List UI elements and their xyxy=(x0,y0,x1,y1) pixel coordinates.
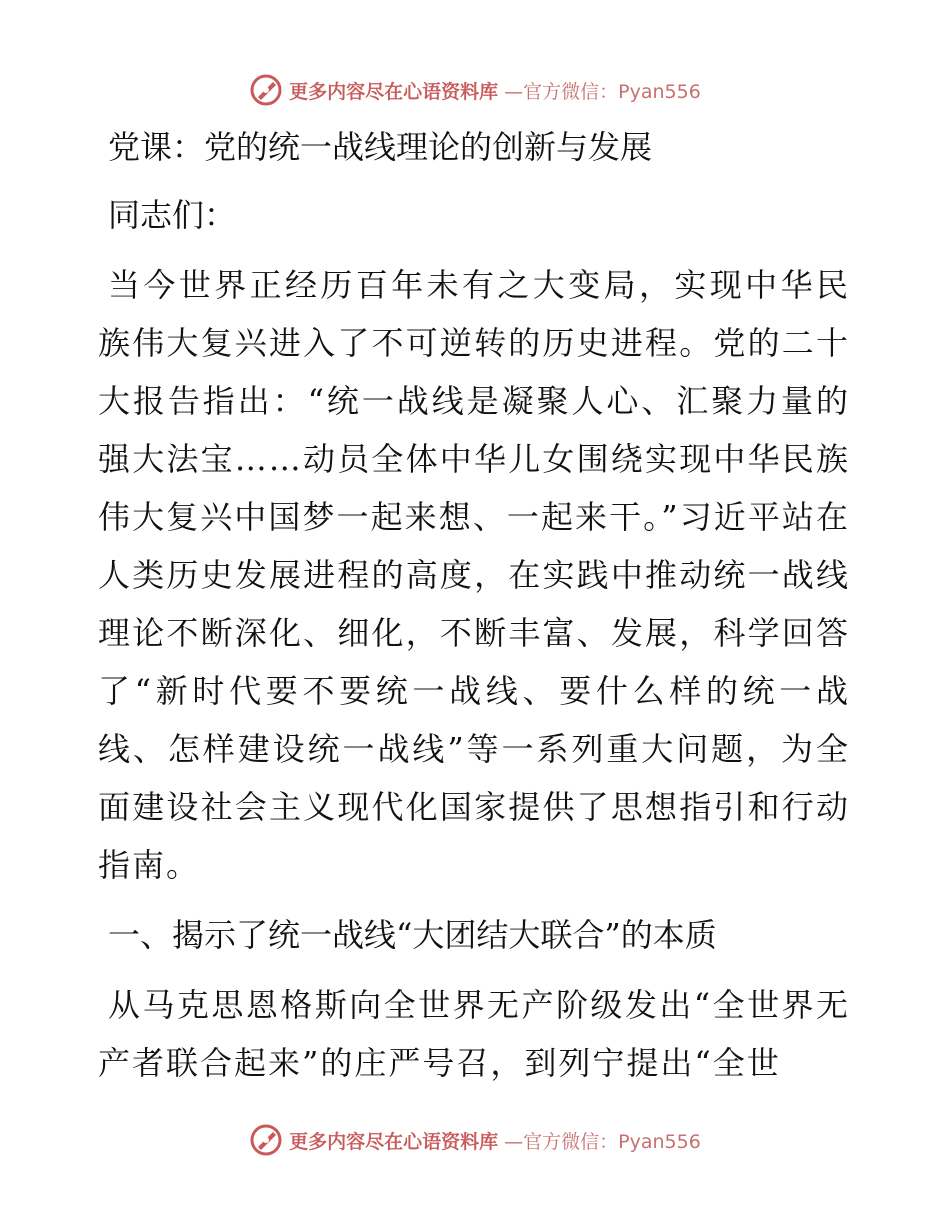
greeting: 同志们： xyxy=(108,196,237,234)
section-1-paragraph: 从马克思恩格斯向全世界无产阶级发出“全世界无产者联合起来”的庄严号召，到列宁提出“全世 xyxy=(98,986,850,1082)
brand-logo-icon xyxy=(249,73,283,107)
footer-wechat-text: —官方微信：Pyan556 xyxy=(504,1130,701,1153)
section-heading-1: 一、揭示了统一战线“大团结大联合”的本质 xyxy=(108,916,717,954)
header-watermark xyxy=(0,70,950,110)
header-watermark-text: 更多内容尽在心语资料库 xyxy=(289,80,499,103)
brand-logo-icon xyxy=(249,1123,283,1157)
header-wechat-text: —官方微信：Pyan556 xyxy=(504,80,701,103)
footer-watermark-text: 更多内容尽在心语资料库 xyxy=(289,1130,499,1153)
document-title: 党课：党的统一战线理论的创新与发展 xyxy=(108,128,653,166)
footer-watermark xyxy=(0,1120,950,1160)
document-body xyxy=(98,118,850,1092)
intro-paragraph: 当今世界正经历百年未有之大变局，实现中华民族伟大复兴进入了不可逆转的历史进程。党的二十大报告指出：“统一战线是凝聚人心、汇聚力量的强大法宝……动员全体中华儿女围绕实现中华民族伟大复兴中国梦一起来想、一起来干。”习近平站在人类历史发展进程的高度，在实践中推动统一战线理论不断深化、细化，不断丰富、发展，科学回答了“新时代要不要统一战线、要什么样的统一战线、怎样建设统一战线”等一系列重大问题，为全面建设社会主义现代化国家提供了思想指引和行动指南。 xyxy=(98,266,850,884)
